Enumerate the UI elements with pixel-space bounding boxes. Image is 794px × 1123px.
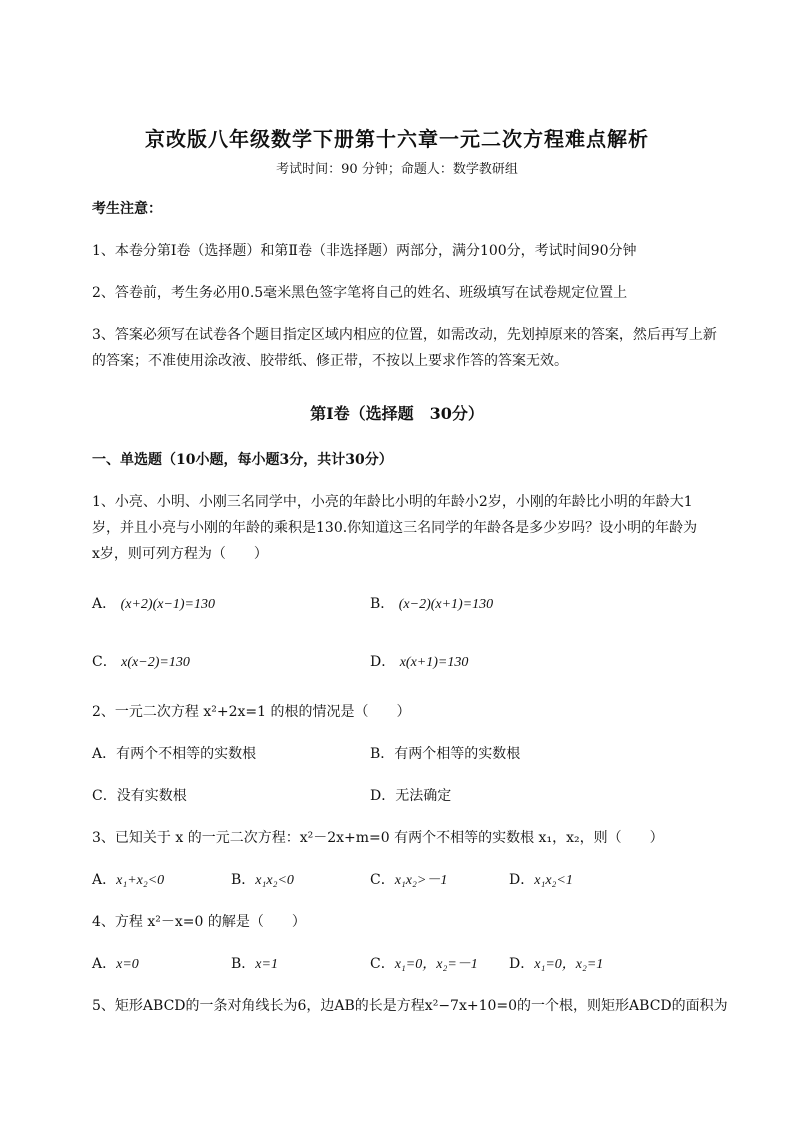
notice-item-1: 1、本卷分第Ⅰ卷（选择题）和第Ⅱ卷（非选择题）两部分，满分100分，考试时间90分钟 — [92, 243, 637, 259]
option-letter: B． — [231, 872, 256, 888]
q4-option-c — [370, 955, 478, 974]
notice-item-3-line-1: 3、答案必须写在试卷各个题目指定区域内相应的位置，如需改动，先划掉原来的答案，然后再写上新 — [92, 327, 717, 343]
q1-option-a — [92, 595, 215, 614]
part-heading: 一、单选题（10小题，每小题3分，共计30分） — [92, 452, 393, 468]
q4-option-d — [509, 955, 603, 974]
option-formula: x₁=0，x₂=－1 — [394, 957, 478, 972]
exam-title: 京改版八年级数学下册第十六章一元二次方程难点解析 — [145, 127, 649, 151]
option-formula: x₁x₂<0 — [255, 873, 294, 888]
q3-option-b — [231, 871, 294, 890]
option-letter: D． — [370, 788, 396, 804]
option-text: 无法确定 — [395, 788, 452, 804]
option-letter: A． — [92, 746, 117, 762]
option-formula: x(x−2)=130 — [121, 655, 190, 670]
option-formula: x₁=0，x₂=1 — [534, 957, 604, 972]
q5-stem: 5、矩形ABCD的一条对角线长为6，边AB的长是方程x²−7x+10=0的一个根，则矩形ABCD的面积为 — [92, 998, 728, 1014]
option-letter: D． — [370, 654, 396, 670]
q1-line-3: x岁，则可列方程为（ ） — [92, 546, 268, 562]
q2-option-b — [370, 745, 520, 763]
option-formula: x=1 — [255, 957, 278, 972]
option-letter: C． — [92, 788, 117, 804]
notice-item-3-line-2: 的答案；不准使用涂改液、胶带纸、修正带，不按以上要求作答的答案无效。 — [92, 353, 568, 369]
option-formula: x₁x₂>－1 — [394, 873, 448, 888]
option-letter: A． — [92, 596, 117, 612]
q3-option-c — [370, 871, 447, 890]
q2-option-d — [370, 787, 451, 805]
option-text: 没有实数根 — [116, 788, 187, 804]
q1-line-2: 岁，并且小亮与小刚的年龄的乘积是130.你知道这三名同学的年龄各是多少岁吗？设小明的年龄为 — [92, 520, 698, 536]
q4-option-b — [231, 955, 278, 974]
q3-stem: 3、已知关于 x 的一元二次方程：x²－2x+m=0 有两个不相等的实数根 x₁，x₂，则（ ） — [92, 830, 664, 846]
option-formula: (x+2)(x−1)=130 — [120, 597, 215, 612]
option-letter: D． — [509, 956, 535, 972]
q3-option-d — [509, 871, 573, 890]
option-formula: x=0 — [116, 957, 139, 972]
option-text: 有两个不相等的实数根 — [116, 746, 257, 762]
option-text: 有两个相等的实数根 — [394, 746, 521, 762]
q1-option-c — [92, 653, 190, 672]
q1-option-b — [370, 595, 493, 614]
q2-option-a — [92, 745, 256, 763]
option-letter: C． — [92, 654, 117, 670]
option-letter: D． — [509, 872, 535, 888]
option-letter: A． — [92, 956, 117, 972]
q1-option-d — [370, 653, 468, 672]
option-letter: B． — [370, 746, 395, 762]
exam-subtitle: 考试时间：90 分钟；命题人：数学教研组 — [276, 162, 518, 177]
q2-option-c — [92, 787, 187, 805]
q3-option-a — [92, 871, 164, 890]
option-letter: C． — [370, 872, 395, 888]
option-formula: x(x+1)=130 — [399, 655, 469, 670]
q4-stem: 4、方程 x²－x=0 的解是（ ） — [92, 914, 306, 930]
q2-stem: 2、一元二次方程 x²+2x=1 的根的情况是（ ） — [92, 704, 411, 720]
notice-item-2: 2、答卷前，考生务必用0.5毫米黑色签字笔将自己的姓名、班级填写在试卷规定位置上 — [92, 285, 628, 301]
q1-line-1: 1、小亮、小明、小刚三名同学中，小亮的年龄比小明的年龄小2岁，小刚的年龄比小明的年龄大1 — [92, 494, 693, 510]
option-letter: A． — [92, 872, 117, 888]
option-letter: B． — [370, 596, 395, 612]
option-letter: B． — [231, 956, 256, 972]
notice-heading: 考生注意： — [92, 201, 162, 217]
q4-option-a — [92, 955, 139, 974]
section-title: 第Ⅰ卷（选择题 30分） — [310, 404, 484, 423]
option-formula: (x−2)(x+1)=130 — [398, 597, 494, 612]
option-formula: x₁+x₂<0 — [116, 873, 165, 888]
option-formula: x₁x₂<1 — [534, 873, 573, 888]
option-letter: C． — [370, 956, 395, 972]
